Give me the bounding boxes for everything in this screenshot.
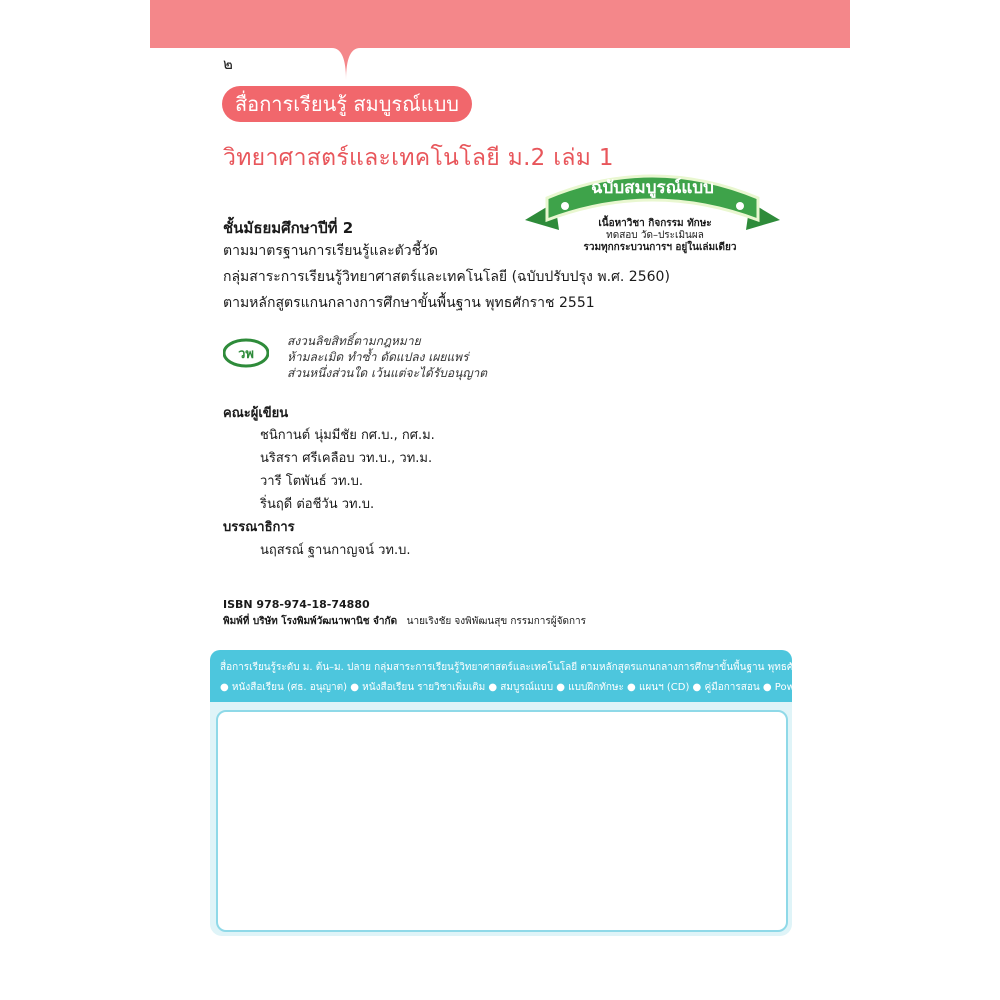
- badge-line-2: ทดสอบ วัด–ประเมินผล: [606, 230, 704, 241]
- copyright-line-2: ห้ามละเมิด ทำซ้ำ ดัดแปลง เผยแพร่: [287, 350, 469, 364]
- edition-badge: [525, 158, 780, 254]
- standards-line-2: กลุ่มสาระการเรียนรู้วิทยาศาสตร์และเทคโนโลยี (ฉบับปรับปรุง พ.ศ. 2560): [223, 269, 670, 285]
- badge-ribbon-text: ฉบับสมบูรณ์แบบ: [591, 178, 714, 198]
- authors-label: คณะผู้เขียน: [223, 406, 289, 421]
- author-2: นริสรา ศรีเคลือบ วท.บ., วท.ม.: [260, 451, 433, 466]
- standards-line-1: ตามมาตรฐานการเรียนรู้และตัวชี้วัด: [223, 243, 439, 259]
- book-title: วิทยาศาสตร์และเทคโนโลยี ม.2 เล่ม 1: [223, 145, 614, 171]
- series-info-line-2: ● หนังสือเรียน (ศธ. อนุญาต) ● หนังสือเรียน รายวิชาเพิ่มเติม ● สมบูรณ์แบบ ● แบบฝึกทักษะ ● แผนฯ (CD) ● คู่มือการสอน ● PowerPoint: [220, 682, 830, 693]
- series-info-box: [210, 650, 846, 702]
- product-list-box: [210, 702, 792, 936]
- badge-line-1: เนื้อหาวิชา กิจกรรม ทักษะ: [598, 218, 712, 229]
- product-list-panel: [216, 710, 788, 932]
- book-page: [150, 0, 850, 1000]
- printer-manager: นายเริงชัย จงพิพัฒนสุข กรรมการผู้จัดการ: [406, 616, 587, 627]
- series-info-line-1: สื่อการเรียนรู้ระดับ ม. ต้น–ม. ปลาย กลุ่มสาระการเรียนรู้วิทยาศาสตร์และเทคโนโลยี ตามหลักสูตรแกนกลางการศึกษาขั้นพื้นฐาน พุทธศักราช 2551: [220, 662, 846, 673]
- page-number: ๒: [223, 55, 233, 73]
- series-label: สื่อการเรียนรู้ สมบูรณ์แบบ: [222, 86, 472, 122]
- printer-line: [223, 614, 586, 629]
- editor-label: บรรณาธิการ: [223, 520, 295, 535]
- author-1: ชนิกานต์ นุ่มมีชัย กศ.บ., กศ.ม.: [260, 428, 435, 443]
- editor-name: นฤสรณ์ ฐานกาญจน์ วท.บ.: [260, 543, 411, 558]
- standards-line-3: ตามหลักสูตรแกนกลางการศึกษาขั้นพื้นฐาน พุทธศักราช 2551: [223, 295, 595, 311]
- copyright-line-1: สงวนลิขสิทธิ์ตามกฎหมาย: [287, 334, 421, 348]
- printer-name: พิมพ์ที่ บริษัท โรงพิมพ์วัฒนาพานิช จำกัด: [223, 616, 398, 627]
- copyright-line-3: ส่วนหนึ่งส่วนใด เว้นแต่จะได้รับอนุญาต: [287, 366, 488, 380]
- badge-line-3: รวมทุกกระบวนการฯ อยู่ในเล่มเดียว: [583, 242, 737, 253]
- header-notch: [150, 40, 850, 80]
- author-3: วารี โตพันธ์ วท.บ.: [260, 474, 364, 489]
- grade-heading: ชั้นมัธยมศึกษาปีที่ 2: [223, 219, 354, 237]
- isbn: ISBN 978-974-18-74880: [223, 598, 370, 611]
- author-4: ริ่นฤดี ต่อชีวัน วท.บ.: [260, 497, 375, 512]
- publisher-logo: [223, 338, 269, 368]
- publisher-logo-text: วพ: [238, 347, 254, 362]
